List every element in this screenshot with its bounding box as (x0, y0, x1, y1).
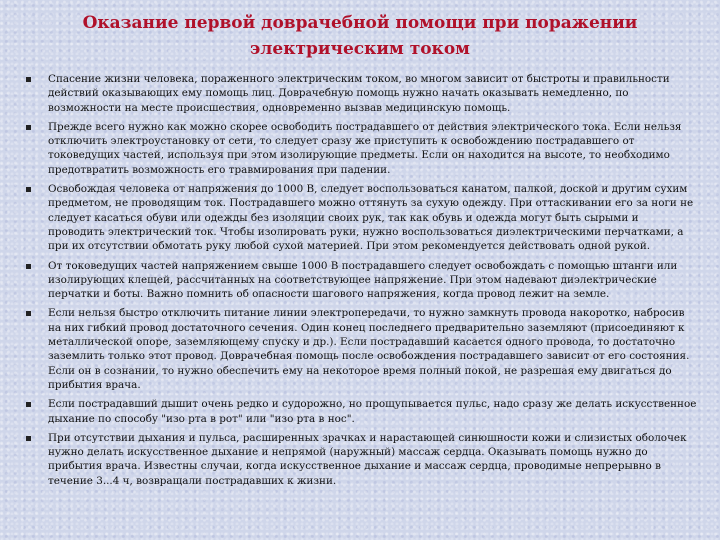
list-item (22, 259, 698, 302)
list-item-text: При отсутствии дыхания и пульса, расширенных зрачках и нарастающей синюшности кожи и слизистых оболочек нужно делать искусственное дыхание и непрямой (наружный) массаж сердца. Оказывать помощь нужно до прибытия врача. Известны случаи, когда искусственное дыхание и массаж сердца, проводимые непрерывно в течение 3...4 ч, возвращали пострадавших к жизни. (48, 431, 687, 487)
list-item (22, 72, 698, 115)
list-item (22, 397, 698, 426)
title-line-2: электрическим током (250, 39, 470, 59)
list-item-text: Если пострадавший дышит очень редко и судорожно, но прощупывается пульс, надо сразу же делать искусственное дыхание по способу "изо рта в рот" или "изо рта в нос". (48, 398, 697, 425)
square-bullet-icon (26, 125, 31, 130)
list-item (22, 306, 698, 392)
title-line-1: Оказание первой доврачебной помощи при поражении (82, 13, 638, 33)
list-item-text: Прежде всего нужно как можно скорее освободить пострадавшего от действия электрического тока. Если нельзя отключить электроустановку от сети, то следует сразу же приступить к освобождению пострадавшего от токоведущих частей, используя при этом изолирующие предметы. Если он находится на высоте, то необходимо предотвратить возможность его травмирования при падении. (48, 120, 682, 176)
list-item-text: От токоведущих частей напряжением свыше 1000 В пострадавшего следует освобождать с помощью штанги или изолирующих клещей, рассчитанных на соответствующее напряжение. При этом надевают диэлектрические перчатки и боты. Важно помнить об опасности шагового напряжения, когда провод лежит на земле. (48, 259, 678, 301)
square-bullet-icon (26, 436, 31, 441)
list-item (22, 431, 698, 488)
square-bullet-icon (26, 77, 31, 82)
bullet-list (22, 72, 698, 493)
list-item (22, 120, 698, 177)
list-item-text: Спасение жизни человека, пораженного электрическим током, во многом зависит от быстроты и правильности действий оказывающих ему помощь лиц. Доврачебную помощь нужно начать оказывать немедленно, по возможности на месте происшествия, одновременно вызвав медицинскую помощь. (48, 73, 670, 114)
list-item-text: Освобождая человека от напряжения до 1000 В, следует воспользоваться канатом, палкой, доской и другим сухим предметом, не проводящим ток. Пострадавшего можно оттянуть за сухую одежду. При оттаскивании его за ноги не следует касаться обуви или одежды без изоляции своих рук, так как обувь и одежда могут быть сырыми и проводить электрический ток. Чтобы изолировать руки, нужно воспользоваться диэлектрическими перчатками, а при их отсутствии обмотать руку любой сухой материей. При этом рекомендуется действовать одной рукой. (48, 183, 694, 253)
slide-title (60, 10, 660, 62)
square-bullet-icon (26, 264, 31, 269)
square-bullet-icon (26, 402, 31, 407)
list-item-text: Если нельзя быстро отключить питание линии электропередачи, то нужно замкнуть провода накоротко, набросив на них гибкий провод достаточного сечения. Один конец последнего предварительно заземляют (присоединяют к металлической опоре, заземляющему спуску и др.). Если пострадавший касается одного провода, то достаточно заземлить только этот провод. Доврачебная помощь после освобождения пострадавшего зависит от его состояния. Если он в сознании, то нужно обеспечить ему на некоторое время полный покой, не разрешая ему двигаться до прибытия врача. (48, 307, 690, 391)
square-bullet-icon (26, 311, 31, 316)
list-item (22, 182, 698, 253)
square-bullet-icon (26, 187, 31, 192)
